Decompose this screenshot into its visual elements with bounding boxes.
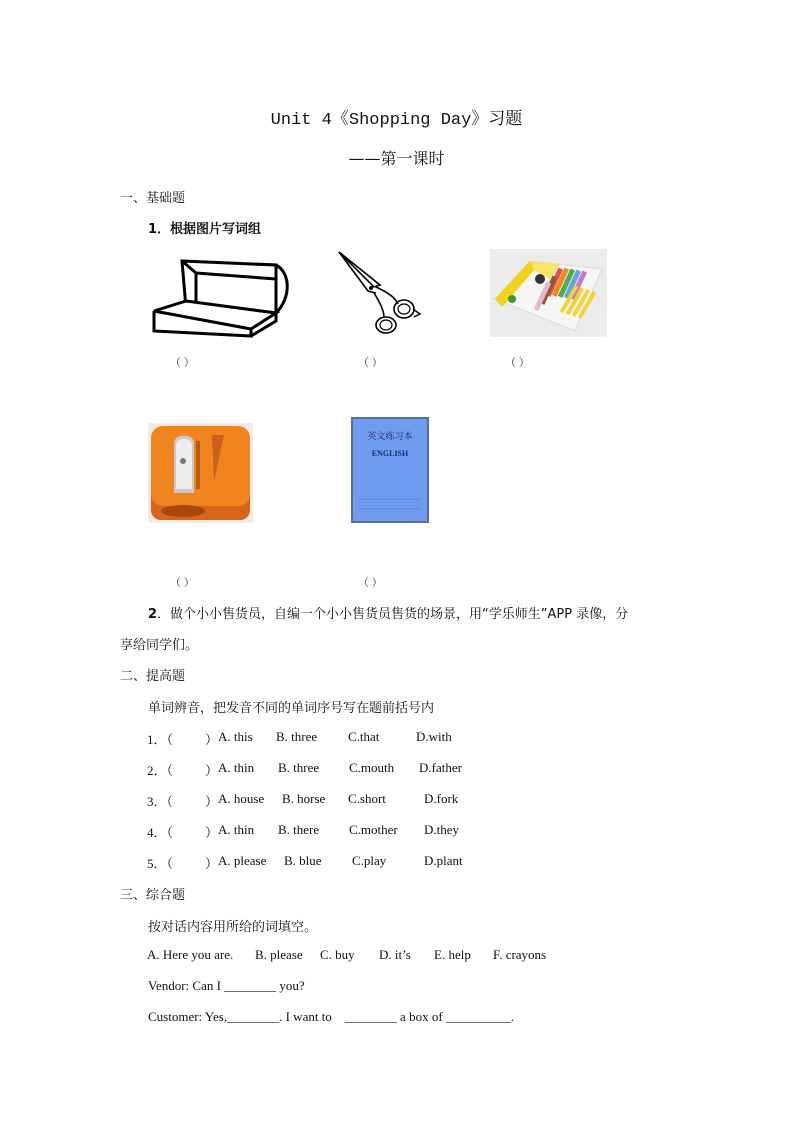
row-number: 2．（: [147, 763, 174, 778]
row-number: 5．（: [147, 856, 174, 871]
option-d: D.father: [419, 760, 462, 775]
notebook-title-en: ENGLISH: [371, 449, 409, 458]
notebook-title-cn: 英文练习本: [367, 432, 413, 442]
question-2-line1: 2．做个小小售货员，自编一个小小售货员售货的场景，用“学乐师生”APP 录像，分: [148, 607, 629, 622]
option-b: B. horse: [282, 791, 326, 806]
option-a: A. thin: [218, 822, 255, 837]
row-number: 3．（: [147, 794, 174, 809]
answer-blank-3[interactable]: （ ）: [505, 357, 530, 369]
box-icon: [146, 253, 291, 338]
option-b: B. three: [278, 760, 320, 775]
dialogue-customer-line[interactable]: Customer: Yes,________. I want to ________ a box of __________.: [148, 1009, 515, 1024]
answer-paren[interactable]: ）: [205, 856, 219, 871]
notebook-icon: [351, 417, 429, 523]
option-a: A. this: [218, 729, 253, 744]
answer-blank-2[interactable]: （ ）: [358, 357, 383, 369]
scissors-icon: [336, 249, 422, 334]
option-c: C.mouth: [349, 760, 395, 775]
word-option-b: B. please: [255, 947, 303, 962]
section-2-instruction: 单词辨音，把发音不同的单词序号写在题前括号内: [148, 701, 435, 716]
crayons-icon: [490, 249, 607, 337]
pencil-sharpener-icon: [148, 423, 253, 523]
word-option-d: D. it’s: [379, 947, 411, 962]
option-a: A. house: [218, 791, 265, 806]
page-subtitle: ——第一课时: [348, 149, 445, 168]
option-b: B. three: [276, 729, 318, 744]
option-d: D.they: [424, 822, 460, 837]
option-a: A. please: [218, 853, 267, 868]
answer-blank-4[interactable]: （ ）: [170, 577, 195, 589]
option-c: C.that: [348, 729, 380, 744]
question-1-label: 1．根据图片写词组: [148, 222, 262, 237]
option-d: D.plant: [424, 853, 463, 868]
dialogue-vendor-line[interactable]: Vendor: Can I ________ you?: [148, 978, 305, 993]
option-b: B. there: [278, 822, 320, 837]
answer-paren[interactable]: ）: [205, 794, 219, 809]
section-3-instruction: 按对话内容用所给的词填空。: [148, 920, 318, 935]
section-heading-advanced: 二、提高题: [120, 669, 186, 684]
row-number: 4．（: [147, 825, 174, 840]
row-number: 1．（: [147, 732, 174, 747]
answer-paren[interactable]: ）: [205, 825, 219, 840]
option-c: C.mother: [349, 822, 398, 837]
word-option-a: A. Here you are.: [147, 947, 234, 962]
page-title: Unit 4《Shopping Day》习题: [270, 111, 523, 130]
option-b: B. blue: [284, 853, 322, 868]
option-c: C.short: [348, 791, 386, 806]
option-a: A. thin: [218, 760, 255, 775]
option-d: D.fork: [424, 791, 459, 806]
word-option-f: F. crayons: [493, 947, 547, 962]
answer-blank-1[interactable]: （ ）: [170, 357, 195, 369]
answer-paren[interactable]: ）: [205, 732, 219, 747]
question-2-line2: 享给同学们。: [120, 638, 199, 653]
option-d: D.with: [416, 729, 452, 744]
section-heading-comprehensive: 三、综合题: [120, 888, 186, 903]
answer-blank-5[interactable]: （ ）: [358, 577, 383, 589]
word-option-e: E. help: [434, 947, 471, 962]
answer-paren[interactable]: ）: [205, 763, 219, 778]
section-heading-basic: 一、基础题: [120, 191, 186, 206]
option-c: C.play: [352, 853, 387, 868]
word-option-c: C. buy: [320, 947, 355, 962]
